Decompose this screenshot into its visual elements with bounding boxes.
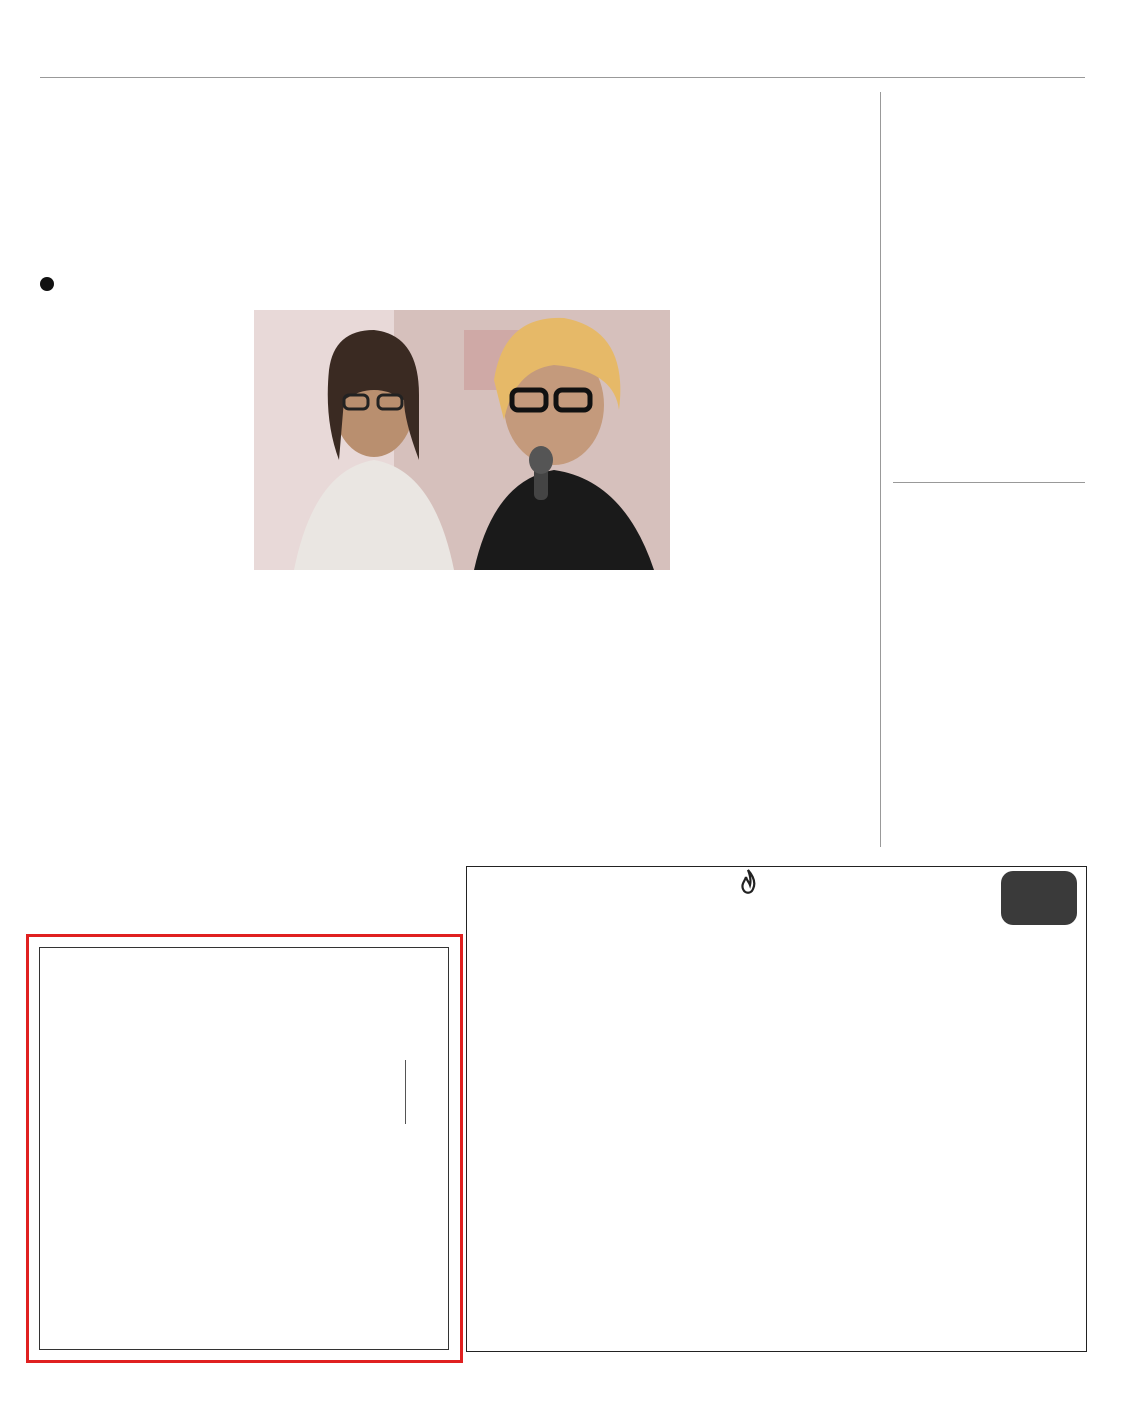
news-photo: [254, 310, 670, 570]
sspd-mark: [405, 1060, 428, 1124]
vidagas-ad: [39, 947, 449, 1350]
story-column-4: [680, 308, 872, 314]
story-subhead: [40, 275, 880, 295]
unigas-ad: [466, 866, 1087, 1352]
bullet-icon: [40, 277, 54, 291]
hotline-badge: [1001, 871, 1077, 925]
section-rule: [893, 482, 1085, 483]
flame-icon: [736, 869, 760, 897]
photo-illustration: [254, 310, 670, 570]
column-rule: [880, 92, 881, 847]
header-rule: [40, 77, 1085, 78]
unigas-logo: [673, 889, 877, 923]
